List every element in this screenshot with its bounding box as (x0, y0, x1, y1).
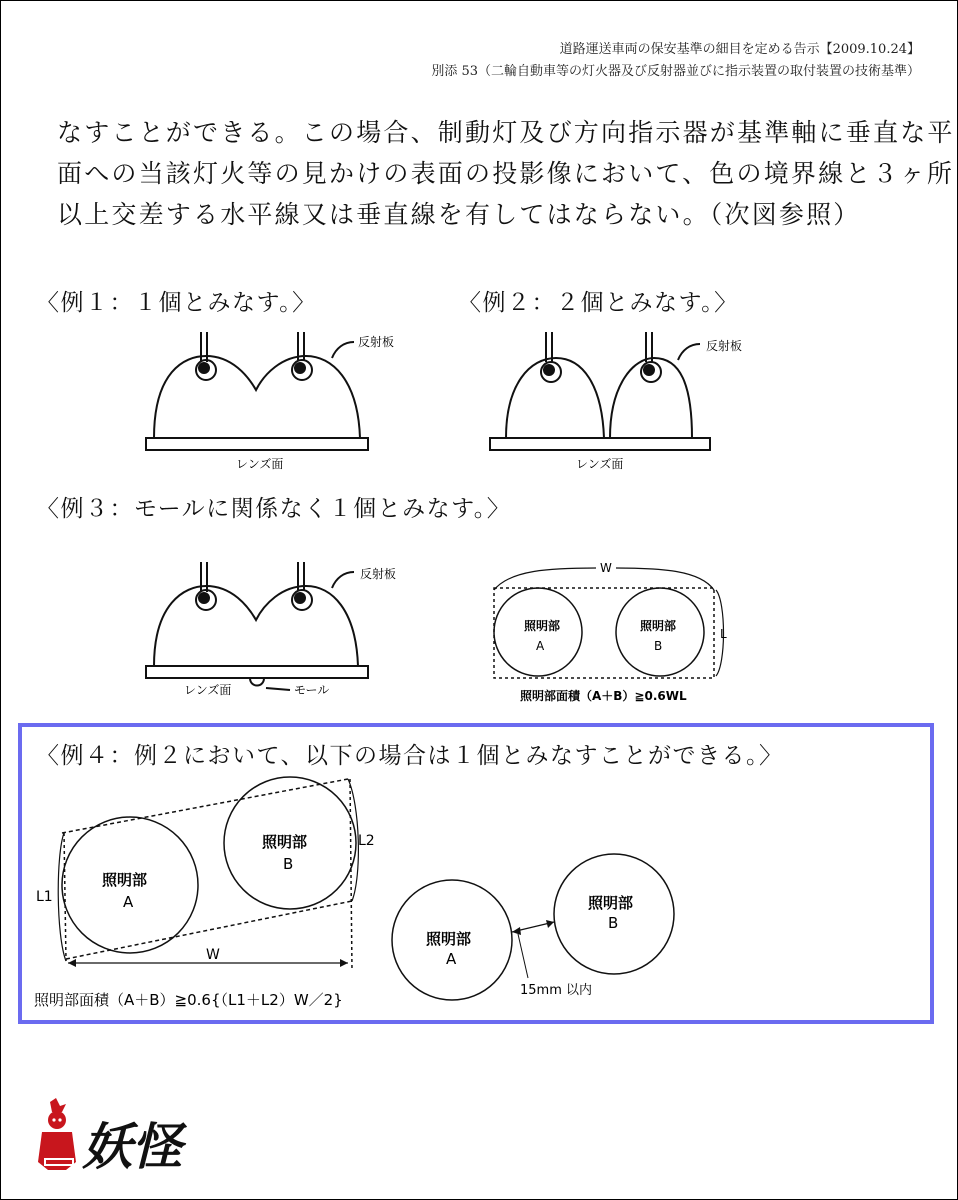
body-paragraph (57, 112, 955, 235)
reflector-label: 反射板 (360, 567, 397, 581)
bulb-icon (198, 362, 210, 374)
lens-plate (146, 666, 368, 678)
example-3-figure-right (490, 552, 750, 712)
bulb-icon (198, 592, 210, 604)
lens-plate (146, 438, 368, 450)
illum-b-letter: B (654, 639, 663, 653)
formula-3: 照明部面積（A＋B）≧0.6WL (520, 689, 687, 703)
reflector-label: 反射板 (358, 335, 395, 349)
illum-a-label: 照明部 (102, 871, 148, 889)
bulb-icon (643, 364, 655, 376)
reflector-outline (154, 586, 358, 666)
example-1-figure (140, 328, 440, 478)
example-4-figure-left (30, 775, 420, 1015)
w-arrowhead (340, 959, 348, 967)
molding-bump (250, 678, 264, 686)
example-2-label: 〈例２：２個とみなす。〉 (458, 290, 739, 316)
example-1-label: 〈例１：１個とみなす。〉 (36, 290, 317, 316)
body-line-2: 面への当該灯火等の見かけの表面の投影像において、色の境界線と３ヶ所 (57, 159, 955, 188)
gap-leader (518, 934, 528, 978)
lens-label: レンズ面 (576, 457, 624, 471)
gap-arrowhead (512, 927, 521, 935)
header-subtitle: 別添 53（二輪自動車等の灯火器及び反射器並びに指示装置の取付装置の技術基準） (431, 64, 920, 79)
l1-label: L1 (36, 889, 53, 905)
lens-label: レンズ面 (236, 457, 284, 471)
lens-plate (490, 438, 710, 450)
left-edge (64, 833, 66, 961)
bulb-icon (543, 364, 555, 376)
header-title: 道路運送車両の保安基準の細目を定める告示【2009.10.24】 (559, 42, 920, 57)
molding-label: モール (294, 683, 330, 697)
yokai-logo-icon (30, 1098, 200, 1178)
body-line-3: 以上交差する水平線又は垂直線を有してはならない。（次図参照） (57, 200, 861, 229)
illum-a-letter: A (123, 893, 134, 911)
example-3-label: 〈例３：モールに関係なく１個とみなす。〉 (36, 496, 512, 522)
l2-label: L2 (358, 833, 375, 849)
bounding-rect (494, 588, 714, 678)
formula-4: 照明部面積（A＋B）≧0.6{（L1＋L2）W／2} (34, 991, 343, 1009)
gap-label: 15mm 以内 (520, 983, 593, 998)
reflector-label: 反射板 (706, 339, 743, 353)
illum-b-label: 照明部 (588, 894, 634, 912)
height-label: L (720, 627, 727, 641)
logo-text: 妖怪 (82, 1118, 182, 1176)
illum-a-label: 照明部 (524, 619, 561, 633)
width-label: W (600, 561, 612, 575)
illum-b-label: 照明部 (262, 833, 308, 851)
body-line-1: なすことができる。この場合、制動灯及び方向指示器が基準軸に垂直な平 (57, 118, 955, 147)
example-4-figure-right (388, 840, 698, 1016)
example-4-label: 〈例４：例２において、以下の場合は１個とみなすことができる。〉 (36, 743, 784, 769)
w-label: W (206, 947, 220, 963)
gap-arrowhead (546, 920, 554, 928)
illum-b-letter: B (283, 855, 294, 873)
illum-b-letter: B (608, 914, 619, 932)
w-arrowhead (68, 959, 76, 967)
illum-a-label: 照明部 (426, 930, 472, 948)
illum-a-letter: A (536, 639, 545, 653)
right-edge (350, 779, 352, 971)
bulb-icon (294, 362, 306, 374)
illum-a-letter: A (446, 950, 457, 968)
illum-b-label: 照明部 (640, 619, 677, 633)
top-tangent (62, 779, 348, 833)
example-3-figure-left (140, 560, 440, 710)
example-2-figure (486, 328, 786, 478)
bulb-icon (294, 592, 306, 604)
lens-label: レンズ面 (184, 683, 232, 697)
reflector-outline (154, 356, 360, 438)
